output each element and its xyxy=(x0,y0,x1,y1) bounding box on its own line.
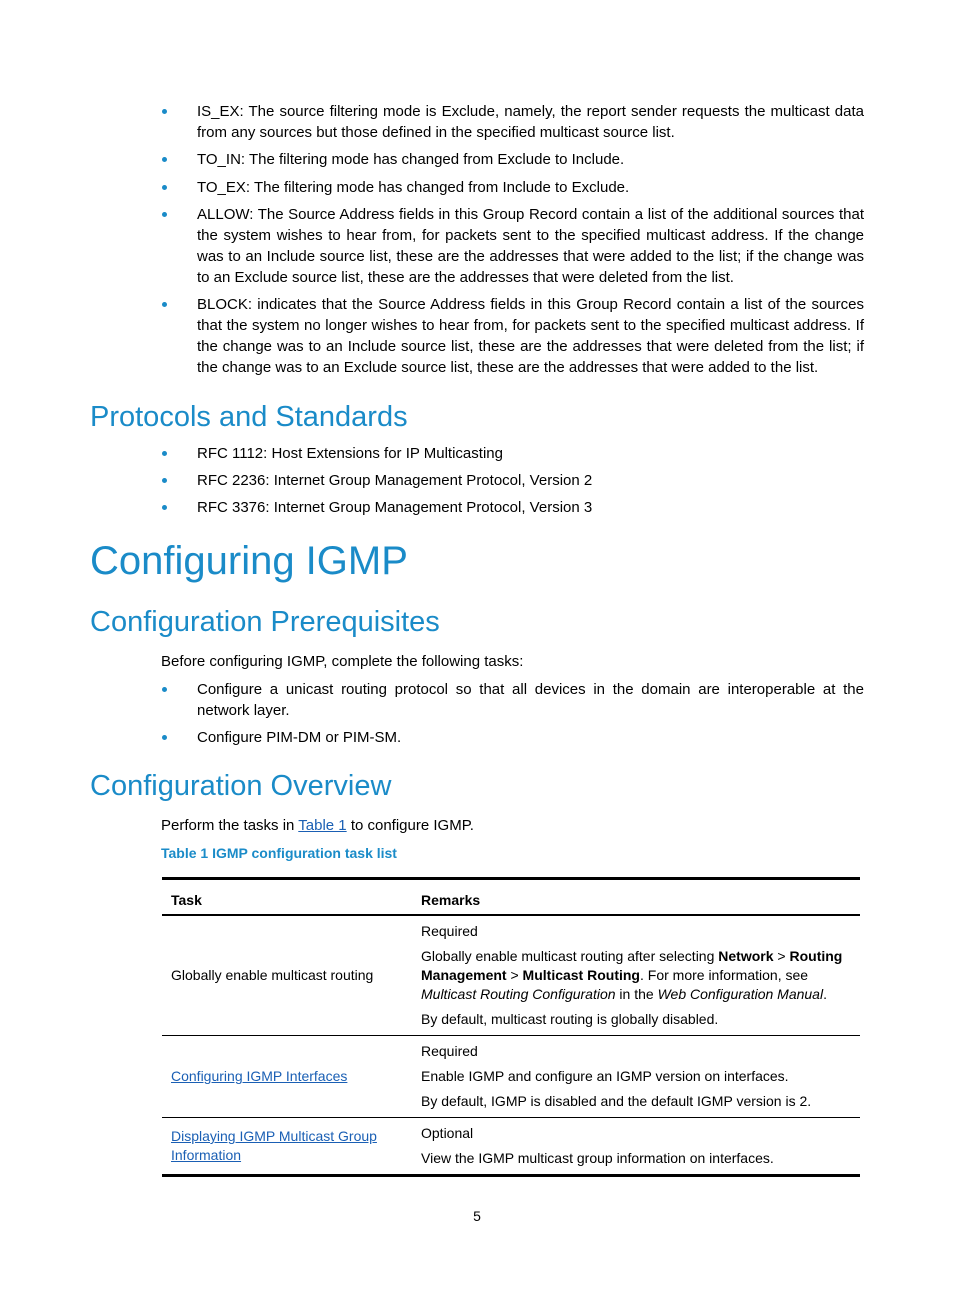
bullet-text: Configure a unicast routing protocol so that all devices in the domain are interoperable at the network layer. xyxy=(197,681,864,719)
page-number: 5 xyxy=(473,1208,481,1224)
required-label: Required xyxy=(421,923,478,939)
remark-text: By default, multicast routing is globally disabled. xyxy=(421,1011,719,1027)
list-item xyxy=(160,497,864,518)
overview-intro-text-end: to configure IGMP. xyxy=(346,817,474,834)
list-item xyxy=(160,101,864,143)
remark-fragment: > xyxy=(506,967,523,983)
bullet-icon xyxy=(162,735,167,740)
remark-fragment: > xyxy=(773,948,790,964)
remark-text: By default, IGMP is disabled and the default IGMP version is 2. xyxy=(421,1093,812,1109)
bullet-icon xyxy=(162,687,167,692)
prereq-intro: Before configuring IGMP, complete the following tasks: xyxy=(161,653,524,670)
list-item xyxy=(160,470,864,491)
required-label: Required xyxy=(421,1043,478,1059)
bullet-text: TO_EX: The filtering mode has changed from Include to Exclude. xyxy=(197,179,630,196)
doc-reference: Multicast Routing Configuration xyxy=(421,986,616,1002)
overview-intro-text: Perform the tasks in xyxy=(161,817,299,834)
overview-heading: Configuration Overview xyxy=(90,770,392,802)
bullet-text: ALLOW: The Source Address fields in this Group Record contain a list of the additional sources that the system wishes to hear from, for packets sent to the specified multicast address. If the change was to an Include source list, these are the addresses that were added to the list; if the change was to an Exclude source list, these are the addresses that were deleted from the list. xyxy=(197,206,864,286)
list-item xyxy=(160,177,864,198)
menu-multicast-routing: Multicast Routing xyxy=(522,967,640,983)
remark-text xyxy=(421,947,852,1004)
table-caption: Table 1 IGMP configuration task list xyxy=(161,845,397,861)
task-cell xyxy=(162,1036,412,1118)
table-header-row xyxy=(162,879,860,916)
bullet-text: Configure PIM-DM or PIM-SM. xyxy=(197,729,402,746)
bullet-icon xyxy=(162,478,167,483)
bullet-text: RFC 3376: Internet Group Management Protocol, Version 3 xyxy=(197,499,593,516)
remark-text: View the IGMP multicast group information on interfaces. xyxy=(421,1150,774,1166)
list-item xyxy=(160,294,864,378)
protocols-list xyxy=(160,443,864,518)
column-header-remarks: Remarks xyxy=(412,879,860,916)
configuring-igmp-interfaces-link[interactable]: Configuring IGMP Interfaces xyxy=(171,1068,348,1084)
report-type-list xyxy=(160,101,864,378)
bullet-text: BLOCK: indicates that the Source Address fields in this Group Record contain a list of the sources that the system no longer wishes to hear from, for packets sent to the specified multicast address. If the change was to an Include source list, these are the addresses that were deleted from the list; if the change was to an Exclude source list, these are the addresses that were added to the list. xyxy=(197,296,864,376)
remark-text: Enable IGMP and configure an IGMP version on interfaces. xyxy=(421,1068,789,1084)
remark-fragment: . For more information, see xyxy=(639,967,809,983)
list-item xyxy=(160,204,864,288)
bullet-text: TO_IN: The filtering mode has changed from Exclude to Include. xyxy=(197,151,625,168)
list-item xyxy=(160,679,864,721)
task-cell: Globally enable multicast routing xyxy=(162,915,412,1036)
chapter-title: Configuring IGMP xyxy=(90,539,408,583)
prereq-list xyxy=(160,679,864,748)
table-row xyxy=(162,915,860,1036)
remarks-cell xyxy=(412,915,860,1036)
displaying-igmp-group-info-link[interactable]: Displaying IGMP Multicast Group Information xyxy=(171,1128,377,1163)
column-header-task: Task xyxy=(162,879,412,916)
remarks-cell xyxy=(412,1118,860,1176)
remark-fragment: Globally enable multicast routing after selecting xyxy=(421,948,719,964)
bullet-icon xyxy=(162,451,167,456)
bullet-icon xyxy=(162,185,167,190)
bullet-text: IS_EX: The source filtering mode is Exclude, namely, the report sender requests the multicast data from any sources but those defined in the specified multicast source list. xyxy=(197,103,864,141)
doc-reference: Web Configuration Manual xyxy=(657,986,824,1002)
bullet-icon xyxy=(162,212,167,217)
optional-label: Optional xyxy=(421,1125,474,1141)
remarks-cell xyxy=(412,1036,860,1118)
table-row xyxy=(162,1036,860,1118)
table-1-link[interactable]: Table 1 xyxy=(298,817,347,834)
prereq-heading: Configuration Prerequisites xyxy=(90,606,440,638)
bullet-icon xyxy=(162,157,167,162)
list-item xyxy=(160,727,864,748)
bullet-icon xyxy=(162,505,167,510)
protocols-heading: Protocols and Standards xyxy=(90,401,408,433)
overview-intro xyxy=(161,815,474,836)
igmp-task-table xyxy=(162,877,860,1177)
bullet-icon xyxy=(162,109,167,114)
bullet-text: RFC 2236: Internet Group Management Protocol, Version 2 xyxy=(197,472,593,489)
remark-fragment: in the xyxy=(615,986,658,1002)
task-cell xyxy=(162,1118,412,1176)
menu-routing-management: Routing Management xyxy=(421,948,843,983)
list-item xyxy=(160,149,864,170)
table-row xyxy=(162,1118,860,1176)
bullet-icon xyxy=(162,302,167,307)
remark-fragment: . xyxy=(823,986,827,1002)
menu-network: Network xyxy=(718,948,774,964)
bullet-text: RFC 1112: Host Extensions for IP Multicasting xyxy=(197,445,503,462)
list-item xyxy=(160,443,864,464)
